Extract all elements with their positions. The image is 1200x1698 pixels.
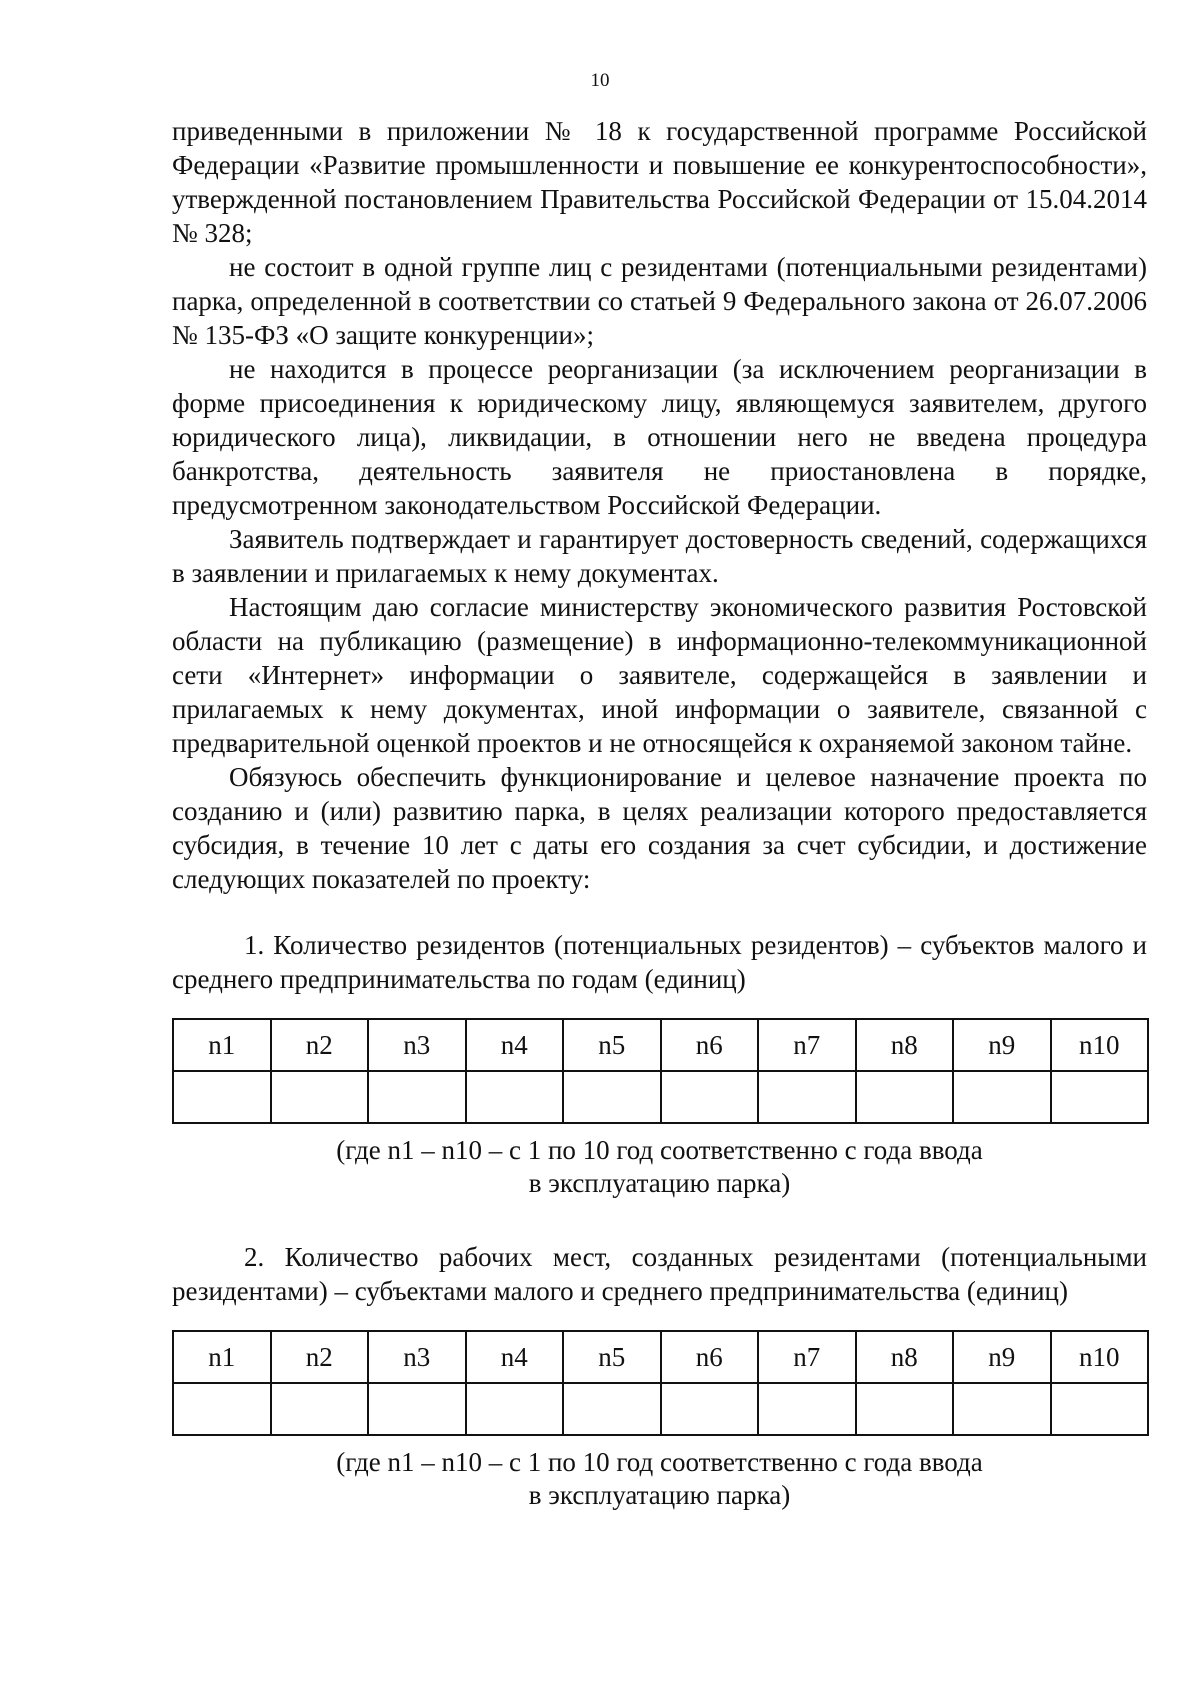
table-header-row bbox=[173, 1019, 1148, 1071]
table-note-line: в эксплуатацию парка) bbox=[528, 1480, 791, 1510]
table-value-cell bbox=[953, 1071, 1051, 1123]
table-value-cell bbox=[563, 1071, 661, 1123]
document-body bbox=[172, 114, 1147, 1512]
table-header-cell: n9 bbox=[953, 1331, 1051, 1383]
table-value-cell bbox=[563, 1383, 661, 1435]
table-header-cell: n1 bbox=[173, 1019, 271, 1071]
page-number: 10 bbox=[590, 70, 610, 91]
table-value-cell bbox=[173, 1071, 271, 1123]
table-value-cell bbox=[661, 1071, 759, 1123]
table-2-note bbox=[172, 1446, 1147, 1512]
table-header-cell: n7 bbox=[758, 1331, 856, 1383]
table-value-cell bbox=[1051, 1383, 1149, 1435]
section-2-title: 2. Количество рабочих мест, созданных резидентами (потенциальными резидентами) – субъектами малого и среднего предпринимательства (единиц) bbox=[172, 1242, 1147, 1306]
table-value-cell bbox=[856, 1383, 954, 1435]
table-note-line: (где n1 – n10 – с 1 по 10 год соответственно с года ввода bbox=[336, 1135, 983, 1165]
table-header-cell: n9 bbox=[953, 1019, 1051, 1071]
table-value-cell bbox=[173, 1383, 271, 1435]
table-value-cell bbox=[271, 1071, 369, 1123]
table-header-cell: n5 bbox=[563, 1019, 661, 1071]
table-value-cell bbox=[466, 1383, 564, 1435]
table-header-cell: n8 bbox=[856, 1019, 954, 1071]
paragraph-continuation: приведенными в приложении № 18 к государственной программе Российской Федерации «Развитие промышленности и повышение ее конкурентоспособности», утвержденной постановлением Правительства Российской Федерации от 15.04.2014 № 328; bbox=[172, 116, 1147, 248]
table-value-cell bbox=[466, 1071, 564, 1123]
table-header-cell: n3 bbox=[368, 1019, 466, 1071]
paragraph-obligation: Обязуюсь обеспечить функционирование и целевое назначение проекта по созданию и (или) развитию парка, в целях реализации которого предоставляется субсидия, в течение 10 лет с даты его создания за счет субсидии, и достижение следующих показателей по проекту: bbox=[172, 762, 1147, 894]
section-1-title: 1. Количество резидентов (потенциальных резидентов) – субъектов малого и среднего предпринимательства по годам (единиц) bbox=[172, 930, 1147, 994]
table-header-cell: n3 bbox=[368, 1331, 466, 1383]
table-header-cell: n2 bbox=[271, 1019, 369, 1071]
table-header-cell: n10 bbox=[1051, 1019, 1149, 1071]
table-value-cell bbox=[758, 1071, 856, 1123]
table-header-row bbox=[173, 1331, 1148, 1383]
table-header-cell: n1 bbox=[173, 1331, 271, 1383]
table-value-cell bbox=[368, 1383, 466, 1435]
table-value-cell bbox=[758, 1383, 856, 1435]
paragraph-guarantee: Заявитель подтверждает и гарантирует достоверность сведений, содержащихся в заявлении и прилагаемых к нему документах. bbox=[172, 524, 1147, 588]
table-header-cell: n10 bbox=[1051, 1331, 1149, 1383]
table-header-cell: n7 bbox=[758, 1019, 856, 1071]
table-value-row bbox=[173, 1071, 1148, 1123]
table-header-cell: n6 bbox=[661, 1331, 759, 1383]
table-value-cell bbox=[661, 1383, 759, 1435]
paragraph-consent: Настоящим даю согласие министерству экономического развития Ростовской области на публикацию (размещение) в информационно-телекоммуникационной сети «Интернет» информации о заявителе, содержащейся в заявлении и прилагаемых к нему документах, иной информации о заявителе, связанной с предварительной оценкой проектов и не относящейся к охраняемой законом тайне. bbox=[172, 592, 1147, 758]
table-header-cell: n8 bbox=[856, 1331, 954, 1383]
table-header-cell: n4 bbox=[466, 1019, 564, 1071]
table-note-line: в эксплуатацию парка) bbox=[528, 1168, 791, 1198]
table-value-cell bbox=[368, 1071, 466, 1123]
table-value-cell bbox=[953, 1383, 1051, 1435]
paragraph-group-of-persons: не состоит в одной группе лиц с резидентами (потенциальными резидентами) парка, определенной в соответствии со статьей 9 Федерального закона от 26.07.2006 № 135-ФЗ «О защите конкуренции»; bbox=[172, 252, 1147, 350]
table-header-cell: n2 bbox=[271, 1331, 369, 1383]
table-value-row bbox=[173, 1383, 1148, 1435]
table-header-cell: n6 bbox=[661, 1019, 759, 1071]
table-1-note bbox=[172, 1134, 1147, 1200]
paragraph-reorganization: не находится в процессе реорганизации (за исключением реорганизации в форме присоединения к юридическому лицу, являющемуся заявителем, другого юридического лица), ликвидации, в отношении него не введена процедура банкротства, деятельность заявителя не приостановлена в порядке, предусмотренном законодательством Российской Федерации. bbox=[172, 354, 1147, 520]
residents-table bbox=[172, 1018, 1149, 1124]
table-note-line: (где n1 – n10 – с 1 по 10 год соответственно с года ввода bbox=[336, 1447, 983, 1477]
table-header-cell: n4 bbox=[466, 1331, 564, 1383]
table-header-cell: n5 bbox=[563, 1331, 661, 1383]
table-value-cell bbox=[1051, 1071, 1149, 1123]
table-value-cell bbox=[856, 1071, 954, 1123]
jobs-table bbox=[172, 1330, 1149, 1436]
table-value-cell bbox=[271, 1383, 369, 1435]
